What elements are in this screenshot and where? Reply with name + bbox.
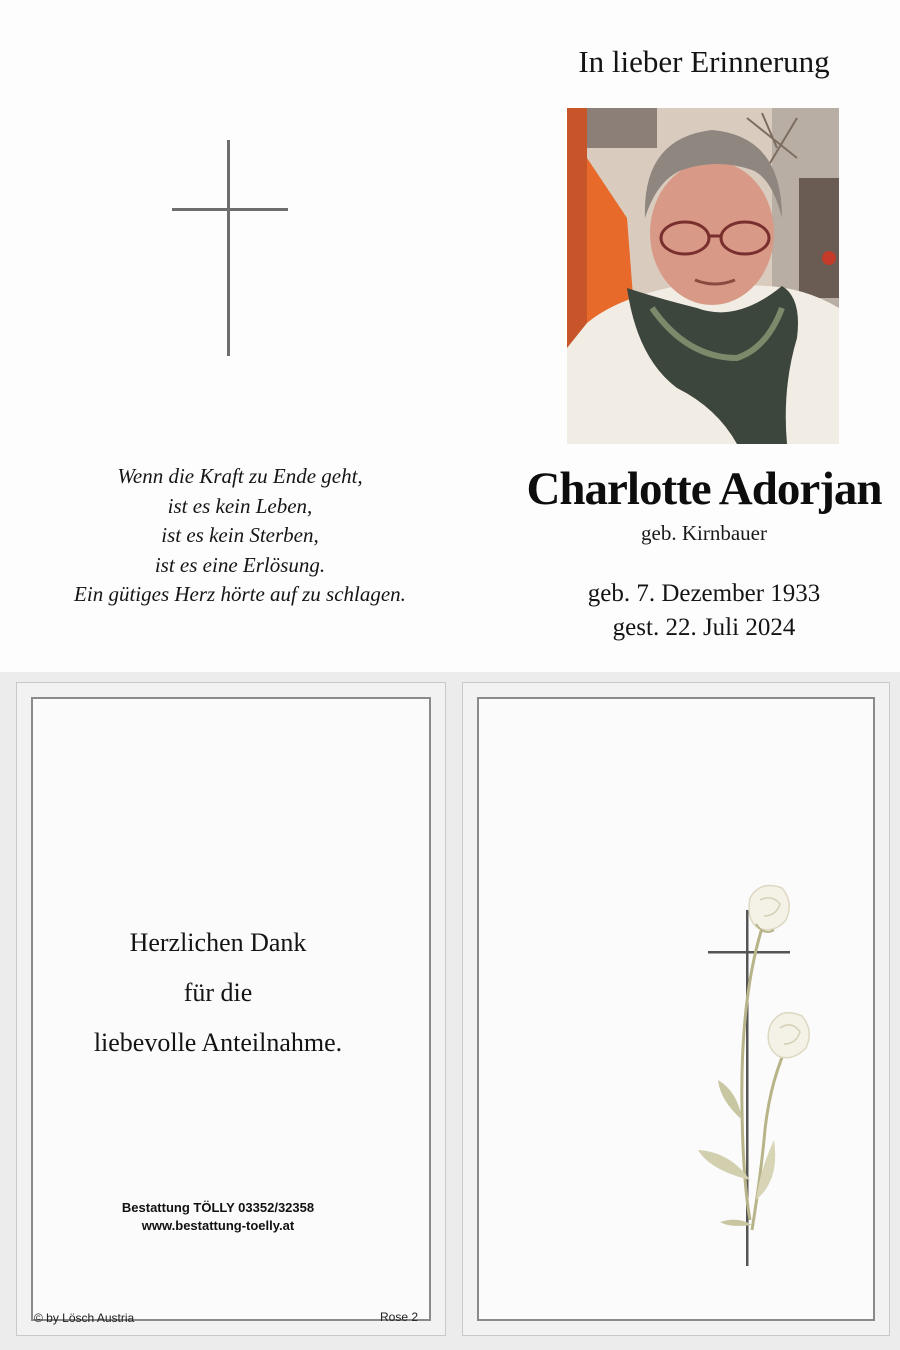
cross-icon — [172, 140, 288, 356]
poem-line: Ein gütiges Herz hörte auf zu schlagen. — [74, 582, 406, 606]
thanks-message — [16, 918, 420, 1068]
deceased-name: Charlotte Adorjan — [526, 463, 882, 515]
memorial-card-front — [0, 0, 900, 672]
memorial-heading: In lieber Erinnerung — [578, 44, 830, 79]
death-date: gest. 22. Juli 2024 — [612, 614, 796, 641]
funeral-home-website: www.bestattung-toelly.at — [141, 1218, 295, 1233]
poem-line: Wenn die Kraft zu Ende geht, — [117, 464, 363, 488]
rose-cross-icon — [690, 880, 820, 1270]
copyright-note: © by Lösch Austria — [34, 1311, 135, 1325]
memorial-poem — [20, 462, 460, 610]
rose-card — [462, 682, 890, 1336]
maiden-name: geb. Kirnbauer — [641, 521, 767, 545]
birth-date: geb. 7. Dezember 1933 — [587, 580, 821, 607]
poem-line: ist es eine Erlösung. — [154, 552, 326, 577]
thanks-line: für die — [183, 978, 253, 1007]
poem-line: ist es kein Leben, — [167, 493, 313, 518]
life-dates — [520, 577, 888, 645]
portrait-photo — [567, 108, 839, 444]
funeral-home-name: Bestattung TÖLLY 03352/32358 — [121, 1200, 315, 1215]
thanks-line: Herzlichen Dank — [129, 928, 307, 957]
thanks-line: liebevolle Anteilnahme. — [93, 1028, 343, 1057]
poem-line: ist es kein Sterben, — [161, 523, 319, 547]
funeral-home-info — [16, 1199, 420, 1235]
card-model: Rose 2 — [380, 1310, 419, 1324]
